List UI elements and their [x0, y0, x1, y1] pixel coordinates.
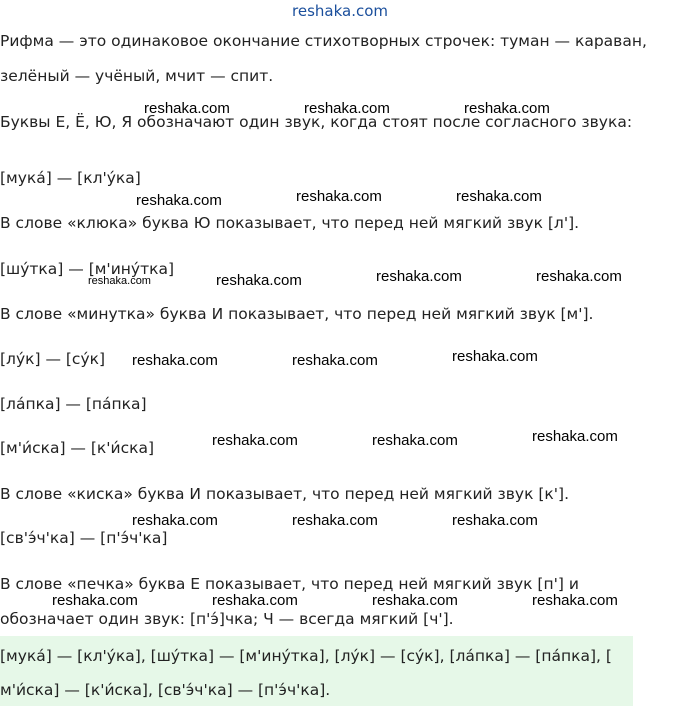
watermark: reshaka.com [132, 352, 218, 369]
text-line: [св'э́ч'ка] — [п'э́ч'ка] [0, 529, 168, 547]
summary-line: [мука́] — [кл'у́ка], [шу́тка] — [м'инýтка], [лу́к] — [су́к], [ла́пка] — [па́пка], [ [0, 647, 612, 665]
watermark: reshaka.com [372, 432, 458, 449]
watermark: reshaka.com [132, 512, 218, 529]
text-line: Рифма — это одинаковое окончание стихотворных строчек: туман — караван, [0, 32, 647, 50]
watermark: reshaka.com [216, 272, 302, 289]
site-header[interactable]: reshaka.com [292, 2, 388, 20]
text-line: [ла́пка] — [па́пка] [0, 395, 147, 413]
watermark: reshaka.com [464, 100, 550, 117]
text-line: [лу́к] — [су́к] [0, 350, 106, 368]
watermark: reshaka.com [296, 188, 382, 205]
text-line: [мука́] — [кл'у́ка] [0, 169, 141, 187]
watermark: reshaka.com [144, 100, 230, 117]
watermark: reshaka.com [372, 592, 458, 609]
watermark: reshaka.com [376, 268, 462, 285]
watermark: reshaka.com [456, 188, 542, 205]
watermark: reshaka.com [88, 275, 151, 287]
watermark: reshaka.com [52, 592, 138, 609]
watermark: reshaka.com [536, 268, 622, 285]
watermark: reshaka.com [452, 512, 538, 529]
watermark: reshaka.com [304, 100, 390, 117]
watermark: reshaka.com [292, 512, 378, 529]
watermark: reshaka.com [292, 352, 378, 369]
watermark: reshaka.com [136, 192, 222, 209]
text-line: В слове «киска» буква И показывает, что перед ней мягкий звук [к']. [0, 485, 570, 503]
summary-line: м'и́ска] — [к'и́ска], [св'э́ч'ка] — [п'э́ч'ка]. [0, 681, 331, 699]
text-line: [м'и́ска] — [к'и́ска] [0, 439, 155, 457]
text-line: В слове «клюка» буква Ю показывает, что перед ней мягкий звук [л']. [0, 214, 580, 232]
text-line: В слове «минутка» буква И показывает, что перед ней мягкий звук [м']. [0, 305, 594, 323]
watermark: reshaka.com [212, 592, 298, 609]
text-line: В слове «печка» буква Е показывает, что перед ней мягкий звук [п'] и [0, 575, 579, 593]
text-line: Буквы Е, Ё, Ю, Я обозначают один звук, когда стоят после согласного звука: [0, 113, 633, 131]
watermark: reshaka.com [212, 432, 298, 449]
watermark: reshaka.com [452, 348, 538, 365]
text-line: обозначает один звук: [п'э́]чка; Ч — всегда мягкий [ч']. [0, 610, 454, 628]
watermark: reshaka.com [532, 428, 618, 445]
text-line: зелёный — учёный, мчит — спит. [0, 67, 274, 85]
watermark: reshaka.com [532, 592, 618, 609]
text-line: [шу́тка] — [м'инýтка] [0, 260, 175, 278]
